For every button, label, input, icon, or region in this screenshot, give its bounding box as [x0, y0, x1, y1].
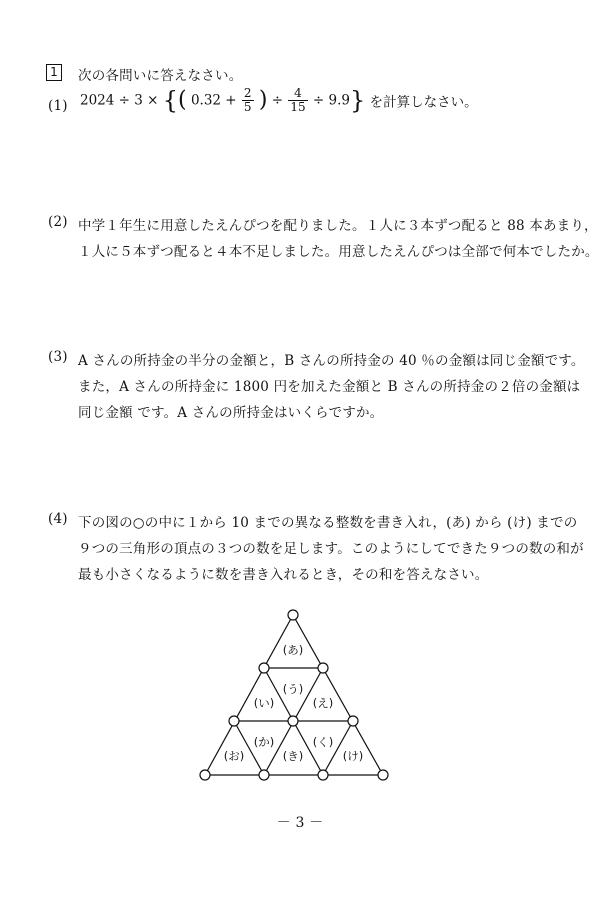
- q2-line-2: １人に５本ずつ配ると４本不足しました。用意したえんぴつは全部で何本でしたか。: [78, 244, 599, 260]
- expr-op: +: [225, 92, 237, 109]
- vertex-circle: [200, 770, 210, 780]
- q4-line-3: 最も小さくなるように数を書き入れるとき，その和を答えなさい。: [78, 567, 489, 583]
- expr-op: ÷: [271, 92, 284, 109]
- q3-line-1: A さんの所持金の半分の金額と，B さんの所持金の 40 ％の金額は同じ金額です。: [78, 353, 585, 369]
- triangle-label-e: (え): [312, 696, 334, 710]
- expr-term-c: 0.32: [190, 92, 221, 109]
- q3-line-3: 同じ金額 です。A さんの所持金はいくらですか。: [78, 405, 384, 421]
- q2-line-1: 中学１年生に用意したえんぴつを配りました。１人に３本ずつ配ると 88 本あまり，: [78, 218, 598, 234]
- vertex-circle: [229, 716, 239, 726]
- vertex-circle: [259, 770, 269, 780]
- q2-label: (2): [48, 214, 68, 230]
- vertex-circle: [348, 716, 358, 726]
- q1-expression: [80, 87, 478, 114]
- triangle-label-i: (い): [253, 696, 275, 710]
- triangle-label-a: (あ): [282, 643, 304, 657]
- right-brace: }: [350, 86, 366, 115]
- triangle-label-ke: (け): [342, 749, 364, 763]
- edge: [234, 721, 264, 775]
- fraction-1-denominator: 5: [243, 100, 252, 114]
- expr-term-b: 3: [134, 92, 143, 109]
- fraction-2-denominator: 15: [290, 100, 306, 114]
- expr-op: ÷: [312, 92, 325, 109]
- vertex-circle: [318, 770, 328, 780]
- triangle-label-u: (う): [282, 682, 304, 696]
- vertex-circle: [318, 663, 328, 673]
- triangle-labels: [224, 643, 363, 763]
- vertex-circles: [200, 610, 388, 780]
- vertex-circle: [288, 716, 298, 726]
- page-number: － 3 －: [276, 815, 324, 831]
- expr-term-d: 9.9: [328, 92, 351, 109]
- section-instruction: 次の各問いに答えなさい。: [78, 68, 243, 84]
- q1-label: (1): [48, 98, 68, 114]
- triangle-lines: [205, 615, 383, 775]
- triangle-label-o: (お): [223, 749, 245, 763]
- fraction-2-numerator: 4: [288, 87, 307, 101]
- q3-label: (3): [48, 349, 68, 365]
- q4-label: (4): [48, 511, 68, 527]
- edge: [205, 615, 293, 775]
- edge: [264, 668, 323, 775]
- expr-term-a: 2024: [80, 92, 115, 109]
- vertex-circle: [259, 663, 269, 673]
- triangle-label-ka: (か): [253, 735, 275, 749]
- q4-line-2: ９つの三角形の頂点の３つの数を足します。このようにしてできた９つの数の和が: [78, 541, 584, 557]
- edge: [264, 668, 323, 775]
- edge: [323, 721, 353, 775]
- vertex-circle: [378, 770, 388, 780]
- vertex-circle: [288, 610, 298, 620]
- expr-op: ×: [147, 92, 159, 109]
- right-paren: ): [258, 87, 268, 113]
- edge: [293, 615, 383, 775]
- expr-op: ÷: [118, 92, 130, 109]
- q4-line-1: 下の図の○の中に１から 10 までの異なる整数を書き入れ，(あ) から (け) までの: [78, 515, 578, 531]
- fraction-2: [288, 87, 307, 114]
- section-number-box: 1: [46, 64, 62, 81]
- triangle-label-ku: (く): [312, 735, 334, 749]
- left-brace: {: [162, 86, 179, 115]
- q1-tail: を計算しなさい。: [369, 94, 478, 111]
- fraction-1-numerator: 2: [243, 86, 252, 100]
- fraction-1: [242, 87, 254, 114]
- triangle-label-ki: (き): [282, 749, 304, 763]
- left-paren: (: [178, 87, 187, 113]
- q3-line-2: また，A さんの所持金に 1800 円を加えた金額と B さんの所持金の２倍の金額は: [78, 379, 581, 395]
